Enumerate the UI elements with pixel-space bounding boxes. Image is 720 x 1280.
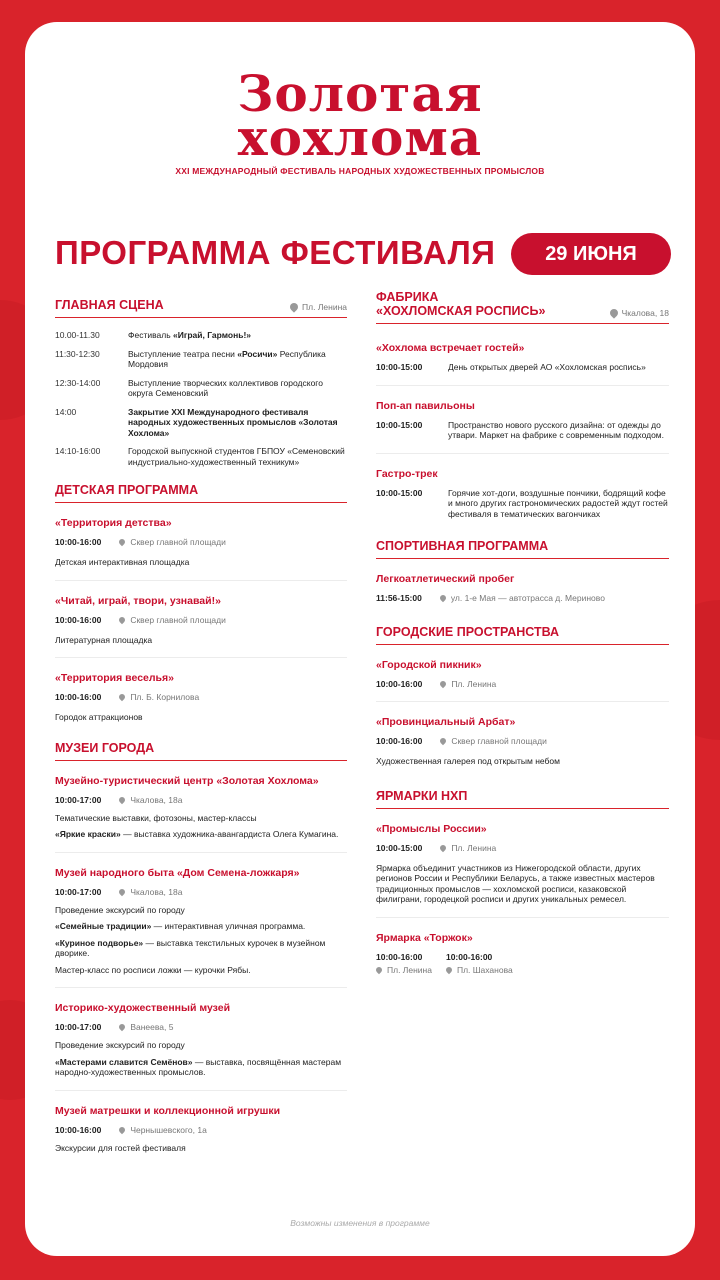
event-place bbox=[440, 736, 547, 746]
divider bbox=[376, 917, 669, 918]
event-row bbox=[376, 420, 669, 441]
museum-line bbox=[55, 921, 347, 932]
place-label: Сквер главной площади bbox=[451, 736, 547, 746]
factory-event bbox=[376, 400, 669, 454]
museum-place bbox=[119, 1125, 207, 1135]
place-label: Сквер главной площади bbox=[130, 614, 226, 625]
museum-title: Музей народного быта «Дом Семена-ложкаря» bbox=[55, 866, 300, 879]
fairs-header bbox=[376, 789, 669, 809]
divider bbox=[376, 701, 669, 702]
event-time: 10:00-16:00 bbox=[445, 951, 493, 962]
museums-header bbox=[55, 741, 347, 761]
event-desc: День открытых дверей АО «Хохломская роспись» bbox=[448, 362, 646, 372]
kids-event bbox=[55, 595, 347, 659]
section-title: ГОРОДСКИЕ ПРОСТРАНСТВА bbox=[376, 625, 560, 639]
factory-header bbox=[376, 290, 669, 324]
section-title: ДЕТСКАЯ ПРОГРАММА bbox=[55, 483, 199, 497]
location-pin-icon bbox=[445, 965, 453, 973]
event-place bbox=[119, 537, 226, 547]
left-column bbox=[55, 298, 347, 1153]
museum-time: 10:00-16:00 bbox=[55, 1124, 102, 1135]
row-text: Фестиваль bbox=[128, 330, 173, 340]
event-time: 10:00-15:00 bbox=[376, 842, 423, 853]
museum-line: Мастер-класс по росписи ложки — курочки Рябы. bbox=[55, 964, 251, 975]
fair-slots bbox=[376, 952, 669, 975]
row-bold: «Играй, Гармонь!» bbox=[172, 330, 252, 340]
row-bold: Закрытие XXI Международного фестиваля народных художественных промыслов «Золотая Хохлома» bbox=[128, 406, 338, 438]
museum-title: Музей матрешки и коллекционной игрушки bbox=[55, 1104, 281, 1117]
museum-title: Музейно-туристический центр «Золотая Хохлома» bbox=[55, 774, 319, 787]
event-title: «Территория детства» bbox=[55, 517, 172, 529]
museum-item bbox=[55, 775, 347, 853]
row-time: 11:30-12:30 bbox=[55, 348, 100, 359]
location-pin-icon bbox=[375, 965, 383, 973]
factory-event bbox=[376, 468, 669, 520]
event-row bbox=[376, 488, 669, 520]
factory-title-line1: ФАБРИКА bbox=[376, 290, 439, 304]
location-pin-icon bbox=[118, 1125, 126, 1133]
event-place bbox=[119, 692, 199, 702]
footer-note: Возможны изменения в программе bbox=[290, 1218, 430, 1228]
museum-line-text: — интерактивная уличная программа. bbox=[151, 921, 306, 931]
event-time: 10:00-16:00 bbox=[55, 614, 102, 625]
event-place bbox=[440, 679, 496, 689]
event-title: «Провинциальный Арбат» bbox=[376, 716, 516, 728]
location-pin-icon bbox=[439, 737, 447, 745]
location-pin-icon bbox=[118, 615, 126, 623]
museum-title: Историко-художественный музей bbox=[55, 1002, 231, 1014]
event-desc: Детская интерактивная площадка bbox=[55, 557, 190, 567]
section-title: ГЛАВНАЯ СЦЕНА bbox=[55, 298, 164, 312]
divider bbox=[55, 987, 347, 988]
museum-time: 10:00-17:00 bbox=[55, 794, 102, 805]
location-label: Чкалова, 18 bbox=[621, 308, 669, 318]
city-event bbox=[376, 659, 669, 702]
row-time: 14:10-16:00 bbox=[55, 446, 101, 456]
event-title: «Хохлома встречает гостей» bbox=[376, 342, 525, 354]
fair-event bbox=[376, 823, 669, 918]
event-title: Гастро-трек bbox=[376, 467, 438, 480]
row-text: Выступление творческих коллективов городского округа Семеновский bbox=[128, 377, 323, 398]
museum-time: 10:00-17:00 bbox=[55, 886, 102, 897]
festival-logo bbox=[25, 64, 695, 176]
fair-slot bbox=[446, 952, 513, 975]
event-title: «Городской пикник» bbox=[376, 659, 482, 671]
place-label: Чкалова, 18а bbox=[130, 794, 183, 805]
row-bold: «Росичи» bbox=[237, 348, 278, 359]
location-pin-icon bbox=[439, 843, 447, 851]
museum-line bbox=[55, 938, 347, 959]
museum-item bbox=[55, 867, 347, 989]
schedule-row bbox=[55, 446, 347, 467]
event-desc: Ярмарка объединит участников из Нижегородской области, других регионов России и Республики Беларусь, а также известных мастеров традиционных промыслов — хохломской росписи, казаковской филиграни, городецкой росписи и других уникальных ремесел. bbox=[376, 862, 655, 904]
museum-line-text: — выставка, посвящённая мастерам народно-художественных промыслов. bbox=[55, 1056, 342, 1077]
sport-event bbox=[376, 573, 669, 603]
event-title: «Читай, играй, твори, узнавай!» bbox=[55, 594, 221, 607]
event-desc: Пространство нового русского дизайна: от одежды до утвари. Маркет на фабрике с современным подходом. bbox=[448, 419, 665, 440]
place-label: Чернышевского, 1а bbox=[130, 1124, 207, 1135]
place-label: Пл. Б. Корнилова bbox=[130, 692, 200, 702]
event-title: Легкоатлетический пробег bbox=[376, 573, 515, 585]
place-label: Пл. Ленина bbox=[451, 679, 497, 689]
section-title: МУЗЕИ ГОРОДА bbox=[55, 740, 155, 755]
section-location bbox=[610, 308, 669, 318]
kids-header bbox=[55, 483, 347, 503]
event-time: 10:00-16:00 bbox=[376, 951, 423, 962]
divider bbox=[55, 852, 347, 853]
museum-line-bold: «Куриное подворье» bbox=[55, 937, 144, 948]
main-stage-header bbox=[55, 298, 347, 318]
event-row bbox=[376, 362, 669, 373]
event-title: «Промыслы России» bbox=[376, 822, 487, 835]
event-place bbox=[440, 843, 496, 853]
location-pin-icon bbox=[118, 538, 126, 546]
event-time: 10:00-16:00 bbox=[376, 736, 423, 746]
location-pin-icon bbox=[439, 594, 447, 602]
kids-event bbox=[55, 517, 347, 581]
event-title: Поп-ап павильоны bbox=[376, 399, 475, 412]
event-time: 10:00-15:00 bbox=[376, 362, 423, 372]
fair-event bbox=[376, 932, 669, 975]
row-text: Выступление театра песни bbox=[128, 348, 238, 359]
museum-line-bold: «Семейные традиции» bbox=[55, 921, 152, 931]
sport-header bbox=[376, 539, 669, 559]
event-place bbox=[119, 615, 226, 625]
event-time: 11:56-15:00 bbox=[376, 593, 422, 603]
event-place bbox=[376, 965, 432, 975]
event-place bbox=[446, 965, 513, 975]
museum-line-bold: «Яркие краски» bbox=[55, 829, 121, 839]
factory-title-line2: «ХОХЛОМСКАЯ РОСПИСЬ» bbox=[376, 304, 546, 318]
place-label: Ванеева, 5 bbox=[130, 1022, 174, 1032]
program-title: ПРОГРАММА ФЕСТИВАЛЯ bbox=[55, 234, 496, 271]
museum-line: Тематические выставки, фотозоны, мастер-классы bbox=[55, 812, 257, 823]
location-pin-icon bbox=[118, 795, 126, 803]
place-label: Пл. Шаханова bbox=[456, 964, 513, 975]
event-desc: Городок аттракционов bbox=[55, 712, 143, 722]
event-time: 10:00-15:00 bbox=[376, 487, 423, 498]
event-title: Ярмарка «Торжок» bbox=[376, 931, 473, 944]
museum-line bbox=[55, 829, 347, 840]
place-label: Сквер главной площади bbox=[130, 537, 226, 547]
section-location bbox=[290, 302, 347, 312]
schedule-row bbox=[55, 407, 347, 439]
factory-event bbox=[376, 342, 669, 386]
event-desc: Горячие хот-доги, воздушные пончики, бодрящий кофе и много других гастрономических радостей ждут гостей фестиваля в тематических вагончиках bbox=[448, 487, 668, 519]
divider bbox=[55, 580, 347, 581]
location-pin-icon bbox=[118, 887, 126, 895]
row-time: 14:00 bbox=[55, 406, 77, 417]
divider bbox=[376, 385, 669, 386]
section-title: СПОРТИВНАЯ ПРОГРАММА bbox=[376, 539, 549, 553]
location-pin-icon bbox=[288, 301, 299, 312]
location-label: Пл. Ленина bbox=[302, 302, 347, 312]
row-text: Городской выпускной студентов ГБПОУ «Семеновский индустриально-художественный техникум» bbox=[128, 446, 345, 467]
schedule-row bbox=[55, 349, 347, 370]
museum-line-text: — выставка художника-авангардиста Олега Кумагина. bbox=[120, 829, 339, 839]
museum-line bbox=[55, 1057, 347, 1078]
museum-place bbox=[119, 795, 182, 805]
row-text-post: Республика Мордовия bbox=[128, 348, 326, 369]
city-header bbox=[376, 625, 669, 645]
museum-line-text: — выставка текстильных курочек в музейном дворике. bbox=[55, 937, 326, 958]
location-pin-icon bbox=[439, 680, 447, 688]
museum-line-bold: «Мастерами славится Семёнов» bbox=[55, 1056, 193, 1067]
event-desc: Художественная галерея под открытым небом bbox=[376, 756, 560, 766]
schedule-row bbox=[55, 378, 347, 399]
logo-subtitle: XXI МЕЖДУНАРОДНЫЙ ФЕСТИВАЛЬ НАРОДНЫХ ХУДОЖЕСТВЕННЫХ ПРОМЫСЛОВ bbox=[175, 166, 545, 176]
factory-title bbox=[376, 290, 545, 318]
divider bbox=[55, 657, 347, 658]
museum-place bbox=[119, 1022, 173, 1032]
row-time: 12:30-14:00 bbox=[55, 377, 101, 388]
event-time: 10:00-16:00 bbox=[55, 692, 102, 702]
kids-event bbox=[55, 672, 347, 723]
museum-time: 10:00-17:00 bbox=[55, 1022, 102, 1032]
place-label: ул. 1-е Мая — автотрасса д. Мериново bbox=[450, 593, 605, 603]
divider bbox=[55, 1090, 347, 1091]
main-stage-schedule bbox=[55, 330, 347, 467]
event-place bbox=[440, 593, 605, 603]
logo-line2: хохлома bbox=[237, 108, 483, 167]
section-title: ЯРМАРКИ НХП bbox=[376, 788, 468, 803]
museum-item bbox=[55, 1002, 347, 1091]
city-event bbox=[376, 716, 669, 767]
fair-slot bbox=[376, 952, 432, 975]
museum-line: Проведение экскурсий по городу bbox=[55, 1040, 185, 1050]
location-pin-icon bbox=[118, 693, 126, 701]
museum-line: Проведение экскурсий по городу bbox=[55, 904, 185, 915]
date-badge: 29 ИЮНЯ bbox=[511, 233, 671, 275]
place-label: Чкалова, 18а bbox=[130, 886, 183, 897]
divider bbox=[376, 453, 669, 454]
museum-item bbox=[55, 1105, 347, 1154]
logo-line1: Золотая bbox=[237, 64, 483, 123]
museum-line: Экскурсии для гостей фестиваля bbox=[55, 1142, 186, 1153]
event-time: 10:00-15:00 bbox=[376, 419, 423, 430]
place-label: Пл. Ленина bbox=[451, 842, 497, 853]
location-pin-icon bbox=[608, 307, 619, 318]
right-column bbox=[376, 290, 669, 975]
event-time: 10:00-16:00 bbox=[376, 679, 423, 689]
museum-place bbox=[119, 887, 182, 897]
location-pin-icon bbox=[118, 1023, 126, 1031]
event-title: «Территория веселья» bbox=[55, 672, 174, 684]
row-time: 10.00-11.30 bbox=[55, 330, 100, 340]
schedule-row bbox=[55, 330, 347, 341]
event-desc: Литературная площадка bbox=[55, 634, 153, 645]
program-card bbox=[25, 22, 695, 1256]
event-time: 10:00-16:00 bbox=[55, 537, 102, 547]
place-label: Пл. Ленина bbox=[387, 964, 432, 975]
